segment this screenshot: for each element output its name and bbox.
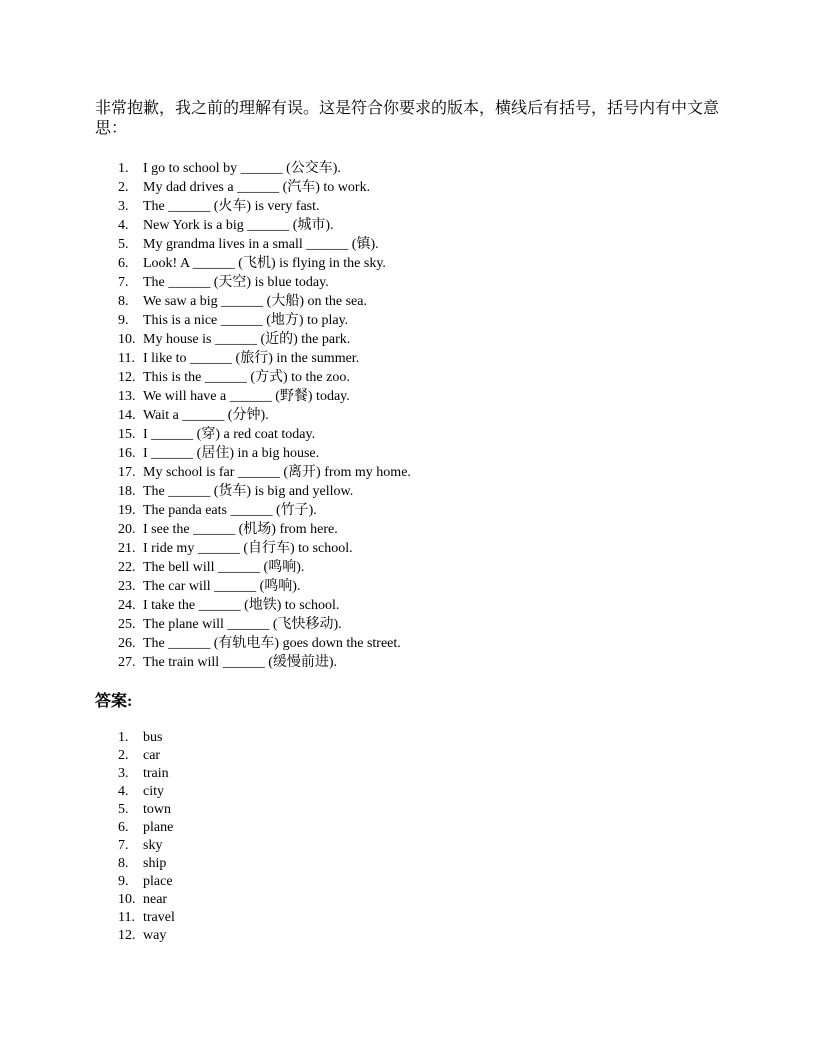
question-text: My dad drives a ______ (汽车) to work. bbox=[143, 180, 371, 195]
question-text: The ______ (火车) is very fast. bbox=[143, 199, 320, 214]
answer-text: car bbox=[143, 748, 161, 763]
answer-text: bus bbox=[143, 730, 163, 745]
question-number: 5. bbox=[118, 237, 129, 252]
answer-item bbox=[118, 909, 726, 927]
answer-number: 9. bbox=[118, 874, 129, 889]
question-text: I like to ______ (旅行) in the summer. bbox=[143, 351, 360, 366]
question-text: The ______ (有轨电车) goes down the street. bbox=[143, 636, 401, 651]
question-item bbox=[118, 311, 726, 330]
question-text: My grandma lives in a small ______ (镇). bbox=[143, 237, 379, 252]
question-text: The train will ______ (缓慢前进). bbox=[143, 655, 338, 670]
answer-number: 3. bbox=[118, 766, 129, 781]
question-text: Look! A ______ (飞机) is flying in the sky. bbox=[143, 256, 386, 271]
question-number: 18. bbox=[118, 484, 136, 499]
question-item bbox=[118, 634, 726, 653]
question-number: 22. bbox=[118, 560, 136, 575]
question-text: The ______ (货车) is big and yellow. bbox=[143, 484, 354, 499]
question-item bbox=[118, 406, 726, 425]
question-number: 21. bbox=[118, 541, 136, 556]
question-item bbox=[118, 330, 726, 349]
question-text: This is the ______ (方式) to the zoo. bbox=[143, 370, 350, 385]
answer-number: 5. bbox=[118, 802, 129, 817]
question-text: The car will ______ (鸣响). bbox=[143, 579, 301, 594]
question-item bbox=[118, 387, 726, 406]
question-text: The panda eats ______ (竹子). bbox=[143, 503, 317, 518]
question-item bbox=[118, 216, 726, 235]
question-item bbox=[118, 653, 726, 672]
question-text: This is a nice ______ (地方) to play. bbox=[143, 313, 349, 328]
question-item bbox=[118, 254, 726, 273]
question-number: 10. bbox=[118, 332, 136, 347]
answer-number: 10. bbox=[118, 892, 136, 907]
answer-item bbox=[118, 765, 726, 783]
question-number: 17. bbox=[118, 465, 136, 480]
question-item bbox=[118, 425, 726, 444]
question-number: 14. bbox=[118, 408, 136, 423]
answer-item bbox=[118, 783, 726, 801]
question-text: I see the ______ (机场) from here. bbox=[143, 522, 338, 537]
answer-text: place bbox=[143, 874, 173, 889]
question-text: The ______ (天空) is blue today. bbox=[143, 275, 329, 290]
answer-item bbox=[118, 927, 726, 945]
question-number: 2. bbox=[118, 180, 129, 195]
answer-item bbox=[118, 747, 726, 765]
answer-number: 4. bbox=[118, 784, 129, 799]
question-text: I ride my ______ (自行车) to school. bbox=[143, 541, 353, 556]
answer-item bbox=[118, 855, 726, 873]
answer-text: near bbox=[143, 892, 168, 907]
question-item bbox=[118, 178, 726, 197]
question-item bbox=[118, 159, 726, 178]
question-number: 12. bbox=[118, 370, 136, 385]
answer-number: 1. bbox=[118, 730, 129, 745]
answers-heading: 答案: bbox=[95, 693, 133, 710]
question-number: 13. bbox=[118, 389, 136, 404]
question-item bbox=[118, 197, 726, 216]
answer-item bbox=[118, 837, 726, 855]
question-text: My school is far ______ (离开) from my home. bbox=[143, 465, 411, 480]
answer-item bbox=[118, 801, 726, 819]
question-number: 7. bbox=[118, 275, 129, 290]
question-item bbox=[118, 482, 726, 501]
question-number: 6. bbox=[118, 256, 129, 271]
answer-text: way bbox=[143, 928, 167, 943]
answers-list bbox=[95, 729, 726, 945]
question-number: 15. bbox=[118, 427, 136, 442]
questions-list bbox=[95, 159, 726, 672]
intro-paragraph: 非常抱歉，我之前的理解有误。这是符合你要求的版本，横线后有括号，括号内有中文意思： bbox=[95, 100, 720, 137]
answer-item bbox=[118, 729, 726, 747]
answer-number: 11. bbox=[118, 910, 135, 925]
answer-number: 2. bbox=[118, 748, 129, 763]
question-text: I ______ (居住) in a big house. bbox=[143, 446, 320, 461]
question-number: 4. bbox=[118, 218, 129, 233]
question-number: 9. bbox=[118, 313, 129, 328]
question-text: The plane will ______ (飞快移动). bbox=[143, 617, 342, 632]
question-text: I take the ______ (地铁) to school. bbox=[143, 598, 340, 613]
question-number: 26. bbox=[118, 636, 136, 651]
answer-text: travel bbox=[143, 910, 175, 925]
question-number: 20. bbox=[118, 522, 136, 537]
answer-text: ship bbox=[143, 856, 167, 871]
question-item bbox=[118, 273, 726, 292]
question-number: 23. bbox=[118, 579, 136, 594]
question-item bbox=[118, 235, 726, 254]
answer-number: 6. bbox=[118, 820, 129, 835]
question-number: 8. bbox=[118, 294, 129, 309]
question-item bbox=[118, 539, 726, 558]
question-number: 1. bbox=[118, 161, 129, 176]
question-number: 24. bbox=[118, 598, 136, 613]
answer-item bbox=[118, 873, 726, 891]
answer-item bbox=[118, 891, 726, 909]
answer-text: town bbox=[143, 802, 171, 817]
question-text: We will have a ______ (野餐) today. bbox=[143, 389, 350, 404]
answer-item bbox=[118, 819, 726, 837]
question-text: We saw a big ______ (大船) on the sea. bbox=[143, 294, 367, 309]
question-item bbox=[118, 520, 726, 539]
question-text: Wait a ______ (分钟). bbox=[143, 408, 269, 423]
answer-text: sky bbox=[143, 838, 163, 853]
question-text: New York is a big ______ (城市). bbox=[143, 218, 334, 233]
question-item bbox=[118, 444, 726, 463]
question-text: My house is ______ (近的) the park. bbox=[143, 332, 351, 347]
question-number: 19. bbox=[118, 503, 136, 518]
answer-text: city bbox=[143, 784, 164, 799]
question-number: 25. bbox=[118, 617, 136, 632]
question-number: 11. bbox=[118, 351, 135, 366]
question-number: 16. bbox=[118, 446, 136, 461]
question-text: I ______ (穿) a red coat today. bbox=[143, 427, 316, 442]
question-number: 27. bbox=[118, 655, 136, 670]
question-item bbox=[118, 596, 726, 615]
question-item bbox=[118, 558, 726, 577]
question-number: 3. bbox=[118, 199, 129, 214]
question-item bbox=[118, 577, 726, 596]
answer-number: 12. bbox=[118, 928, 136, 943]
question-text: I go to school by ______ (公交车). bbox=[143, 161, 341, 176]
question-item bbox=[118, 615, 726, 634]
answer-text: plane bbox=[143, 820, 174, 835]
question-text: The bell will ______ (鸣响). bbox=[143, 560, 305, 575]
question-item bbox=[118, 463, 726, 482]
answer-text: train bbox=[143, 766, 169, 781]
answer-number: 7. bbox=[118, 838, 129, 853]
question-item bbox=[118, 368, 726, 387]
question-item bbox=[118, 501, 726, 520]
answer-number: 8. bbox=[118, 856, 129, 871]
question-item bbox=[118, 292, 726, 311]
question-item bbox=[118, 349, 726, 368]
